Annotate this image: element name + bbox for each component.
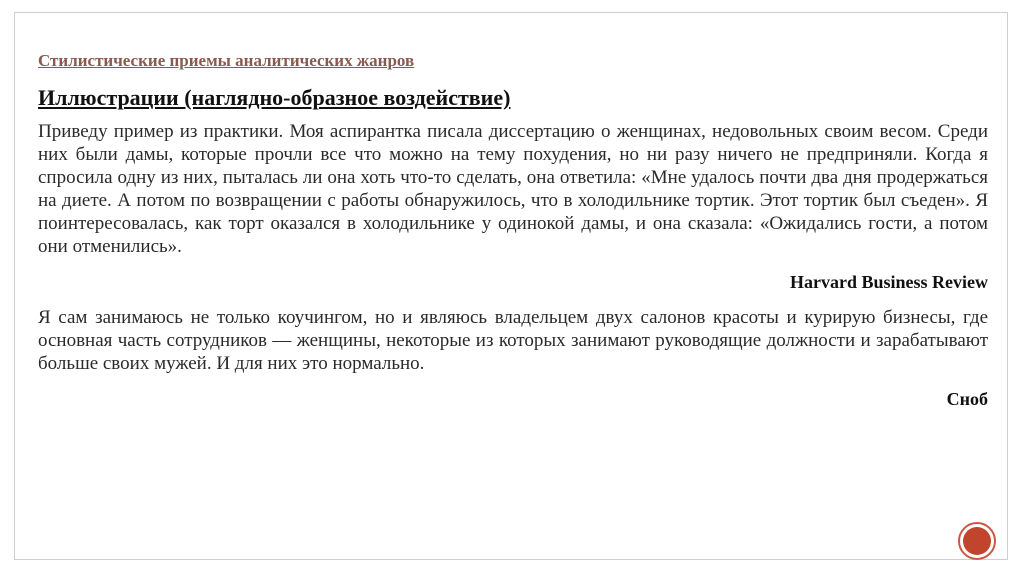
quote-source-2: Сноб [946,389,988,409]
quote-paragraph-2: Я сам занимаюсь не только коучингом, но и являюсь владельцем двух салонов красоты и курирую бизнесы, где основная часть сотрудников — женщины, некоторые из которых занимают руководящие должности и зарабатывают больше своих мужей. И для них это нормально. [38,307,988,374]
slide-content [38,50,988,423]
slide-badge-icon [958,522,996,560]
slide-kicker: Стилистические приемы аналитических жанров [38,51,415,70]
quote-paragraph-1: Приведу пример из практики. Моя аспирантка писала диссертацию о женщинах, недовольных своим весом. Среди них были дамы, которые прочли все что можно на тему похудения, но ни разу ничего не предприняли. Когда я спросила одну из них, пыталась ли она хоть что-то сделать, она ответила: «Мне удалось почти два дня продержаться на диете. А потом по возвращении с работы обнаружилось, что в холодильнике тортик. Этот тортик был съеден». Я поинтересовалась, как торт оказался в холодильнике у одинокой дамы, и она сказала: «Ожидались гости, а потом они отменились». [38,121,988,257]
badge-dot-icon [963,527,991,555]
slide-heading: Иллюстрации (наглядно-образное воздействие) [38,85,511,110]
quote-source-1: Harvard Business Review [790,272,988,292]
